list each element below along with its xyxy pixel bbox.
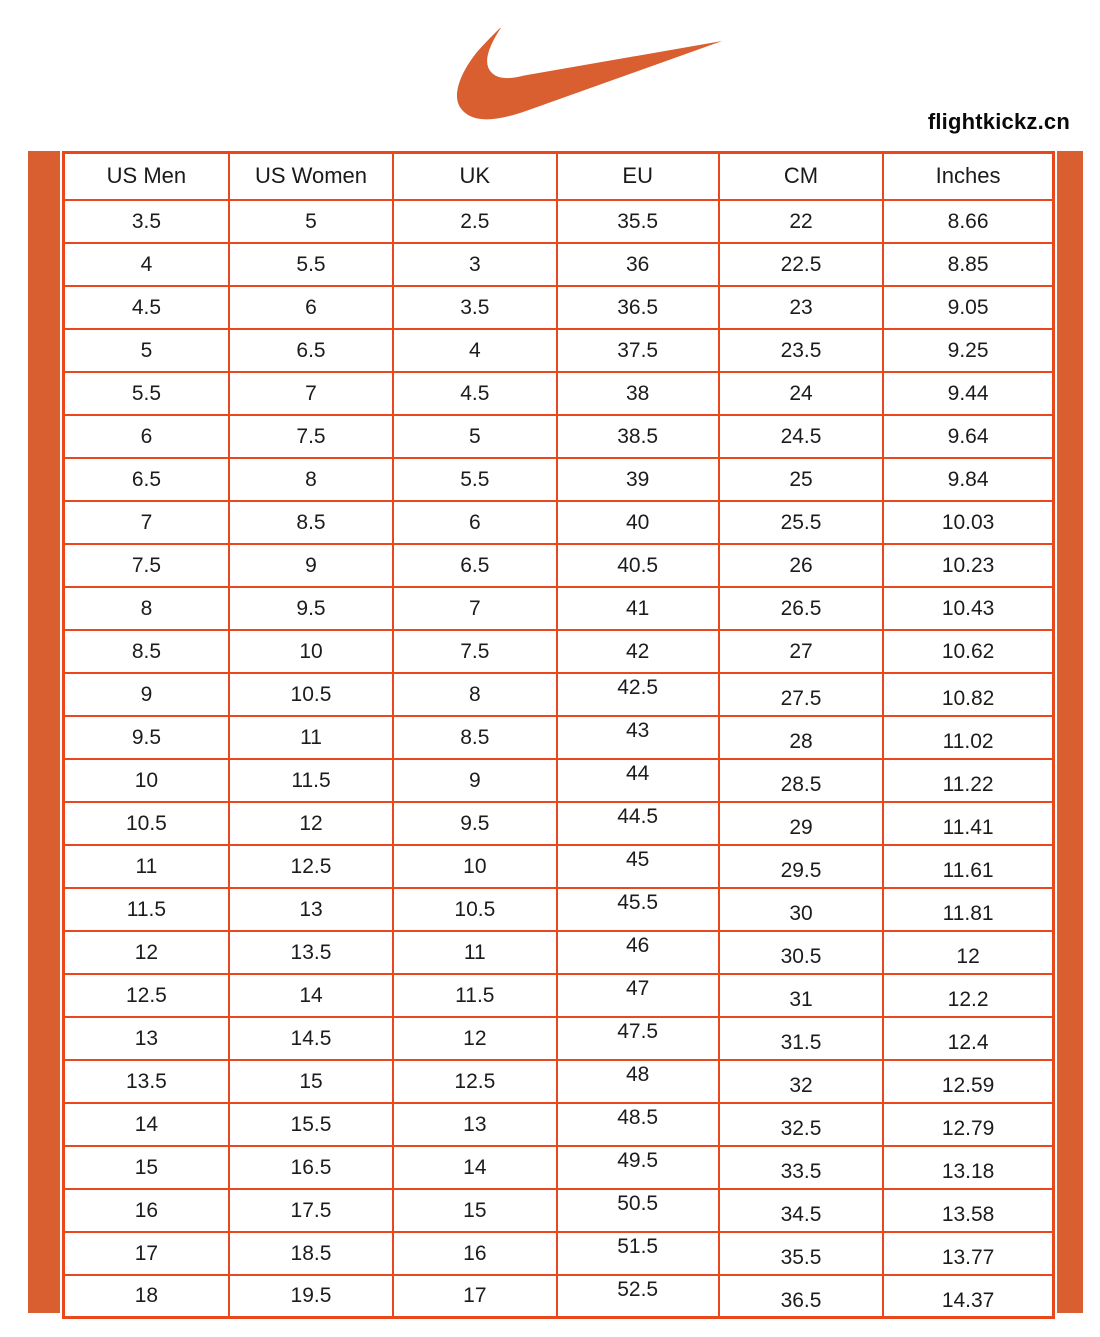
table-cell: 13 — [229, 888, 393, 931]
table-cell: 12 — [64, 931, 229, 974]
table-cell: 34.5 — [719, 1189, 883, 1232]
table-cell: 14.37 — [883, 1275, 1053, 1318]
table-row — [64, 501, 1054, 544]
table-cell: 28 — [719, 716, 883, 759]
table-cell: 11 — [64, 845, 229, 888]
table-row — [64, 630, 1054, 673]
table-row — [64, 888, 1054, 931]
table-cell: 12.5 — [393, 1060, 556, 1103]
table-cell: 38 — [557, 372, 719, 415]
table-cell: 51.5 — [557, 1232, 719, 1275]
table-cell: 12.79 — [883, 1103, 1053, 1146]
table-cell: 13 — [393, 1103, 556, 1146]
table-cell: 36.5 — [557, 286, 719, 329]
table-cell: 48.5 — [557, 1103, 719, 1146]
column-header: CM — [719, 153, 883, 200]
table-cell: 9.5 — [229, 587, 393, 630]
table-row — [64, 802, 1054, 845]
table-cell: 10.5 — [229, 673, 393, 716]
table-cell: 11.02 — [883, 716, 1053, 759]
table-cell: 8 — [64, 587, 229, 630]
table-cell: 6.5 — [393, 544, 556, 587]
table-row — [64, 372, 1054, 415]
nike-swoosh-icon — [455, 28, 725, 120]
column-header: US Men — [64, 153, 229, 200]
table-cell: 29.5 — [719, 845, 883, 888]
table-cell: 12.5 — [229, 845, 393, 888]
column-header: US Women — [229, 153, 393, 200]
table-cell: 9.5 — [64, 716, 229, 759]
table-cell: 9.44 — [883, 372, 1053, 415]
table-cell: 45.5 — [557, 888, 719, 931]
table-cell: 35.5 — [557, 200, 719, 243]
table-cell: 10.5 — [393, 888, 556, 931]
table-cell: 32.5 — [719, 1103, 883, 1146]
table-cell: 41 — [557, 587, 719, 630]
table-cell: 3.5 — [393, 286, 556, 329]
table-cell: 10.43 — [883, 587, 1053, 630]
table-cell: 17 — [64, 1232, 229, 1275]
table-cell: 11.61 — [883, 845, 1053, 888]
table-cell: 36.5 — [719, 1275, 883, 1318]
table-cell: 3 — [393, 243, 556, 286]
table-cell: 9.25 — [883, 329, 1053, 372]
table-row — [64, 458, 1054, 501]
table-cell: 40 — [557, 501, 719, 544]
table-cell: 17.5 — [229, 1189, 393, 1232]
table-row — [64, 329, 1054, 372]
table-cell: 27 — [719, 630, 883, 673]
table-cell: 12.5 — [64, 974, 229, 1017]
table-cell: 26 — [719, 544, 883, 587]
table-cell: 50.5 — [557, 1189, 719, 1232]
table-cell: 12.2 — [883, 974, 1053, 1017]
table-cell: 49.5 — [557, 1146, 719, 1189]
table-cell: 11.81 — [883, 888, 1053, 931]
table-row — [64, 716, 1054, 759]
table-cell: 47.5 — [557, 1017, 719, 1060]
table-row — [64, 845, 1054, 888]
table-row — [64, 544, 1054, 587]
table-cell: 10.62 — [883, 630, 1053, 673]
table-cell: 14 — [393, 1146, 556, 1189]
table-cell: 10.82 — [883, 673, 1053, 716]
table-cell: 14 — [64, 1103, 229, 1146]
table-cell: 4 — [393, 329, 556, 372]
table-cell: 12.4 — [883, 1017, 1053, 1060]
table-cell: 6 — [393, 501, 556, 544]
table-cell: 7.5 — [393, 630, 556, 673]
table-cell: 8.5 — [393, 716, 556, 759]
table-cell: 4.5 — [393, 372, 556, 415]
table-cell: 3.5 — [64, 200, 229, 243]
table-cell: 5.5 — [229, 243, 393, 286]
table-cell: 7 — [229, 372, 393, 415]
table-cell: 8.66 — [883, 200, 1053, 243]
table-row — [64, 1103, 1054, 1146]
table-cell: 45 — [557, 845, 719, 888]
table-cell: 18.5 — [229, 1232, 393, 1275]
table-cell: 5 — [64, 329, 229, 372]
table-cell: 26.5 — [719, 587, 883, 630]
table-cell: 7 — [393, 587, 556, 630]
table-cell: 15 — [64, 1146, 229, 1189]
table-cell: 9.5 — [393, 802, 556, 845]
table-cell: 14.5 — [229, 1017, 393, 1060]
table-row — [64, 286, 1054, 329]
table-row — [64, 1060, 1054, 1103]
table-cell: 18 — [64, 1275, 229, 1318]
table-cell: 19.5 — [229, 1275, 393, 1318]
table-cell: 9 — [64, 673, 229, 716]
left-accent-bar — [28, 151, 60, 1313]
table-cell: 10.03 — [883, 501, 1053, 544]
table-cell: 48 — [557, 1060, 719, 1103]
table-cell: 38.5 — [557, 415, 719, 458]
table-cell: 11.41 — [883, 802, 1053, 845]
table-cell: 13.58 — [883, 1189, 1053, 1232]
table-cell: 4.5 — [64, 286, 229, 329]
table-cell: 22.5 — [719, 243, 883, 286]
table-cell: 11.5 — [229, 759, 393, 802]
table-cell: 25.5 — [719, 501, 883, 544]
table-cell: 8.5 — [229, 501, 393, 544]
column-header: Inches — [883, 153, 1053, 200]
table-cell: 9 — [229, 544, 393, 587]
table-cell: 7.5 — [229, 415, 393, 458]
table-body — [64, 200, 1054, 1318]
table-cell: 6.5 — [64, 458, 229, 501]
table-row — [64, 1017, 1054, 1060]
table-cell: 44.5 — [557, 802, 719, 845]
table-cell: 30.5 — [719, 931, 883, 974]
table-row — [64, 200, 1054, 243]
table-cell: 10 — [64, 759, 229, 802]
table-row — [64, 243, 1054, 286]
table-cell: 33.5 — [719, 1146, 883, 1189]
table-cell: 13 — [64, 1017, 229, 1060]
table-cell: 24 — [719, 372, 883, 415]
table-cell: 13.5 — [64, 1060, 229, 1103]
table-cell: 9.64 — [883, 415, 1053, 458]
table-cell: 23.5 — [719, 329, 883, 372]
table-cell: 25 — [719, 458, 883, 501]
table-cell: 16.5 — [229, 1146, 393, 1189]
table-row — [64, 974, 1054, 1017]
table-cell: 13.5 — [229, 931, 393, 974]
table-cell: 31.5 — [719, 1017, 883, 1060]
table-cell: 17 — [393, 1275, 556, 1318]
table-cell: 36 — [557, 243, 719, 286]
table-cell: 5 — [393, 415, 556, 458]
table-cell: 31 — [719, 974, 883, 1017]
table-cell: 12 — [229, 802, 393, 845]
table-cell: 15 — [393, 1189, 556, 1232]
table-cell: 11 — [229, 716, 393, 759]
table-cell: 13.77 — [883, 1232, 1053, 1275]
table-cell: 11.5 — [393, 974, 556, 1017]
table-row — [64, 1146, 1054, 1189]
table-cell: 11.5 — [64, 888, 229, 931]
table-cell: 6.5 — [229, 329, 393, 372]
table-cell: 12.59 — [883, 1060, 1053, 1103]
table-cell: 52.5 — [557, 1275, 719, 1318]
table-cell: 22 — [719, 200, 883, 243]
table-cell: 39 — [557, 458, 719, 501]
table-row — [64, 1275, 1054, 1318]
table-cell: 40.5 — [557, 544, 719, 587]
table-cell: 30 — [719, 888, 883, 931]
table-cell: 46 — [557, 931, 719, 974]
table-row — [64, 1189, 1054, 1232]
column-header: EU — [557, 153, 719, 200]
table-cell: 11.22 — [883, 759, 1053, 802]
table-cell: 42 — [557, 630, 719, 673]
header-row — [64, 153, 1054, 200]
table-cell: 24.5 — [719, 415, 883, 458]
table-cell: 37.5 — [557, 329, 719, 372]
table-cell: 8 — [393, 673, 556, 716]
table-cell: 28.5 — [719, 759, 883, 802]
table-cell: 5.5 — [64, 372, 229, 415]
table-cell: 47 — [557, 974, 719, 1017]
table-cell: 11 — [393, 931, 556, 974]
table-row — [64, 415, 1054, 458]
table-row — [64, 673, 1054, 716]
table-row — [64, 759, 1054, 802]
table-row — [64, 1232, 1054, 1275]
right-accent-bar — [1057, 151, 1083, 1313]
table-cell: 15 — [229, 1060, 393, 1103]
table-cell: 13.18 — [883, 1146, 1053, 1189]
watermark-text: flightkickz.cn — [927, 109, 1070, 134]
table-cell: 10 — [393, 845, 556, 888]
table-row — [64, 931, 1054, 974]
table-cell: 12 — [393, 1017, 556, 1060]
table-cell: 6 — [229, 286, 393, 329]
table-cell: 6 — [64, 415, 229, 458]
table-cell: 23 — [719, 286, 883, 329]
table-cell: 8.85 — [883, 243, 1053, 286]
table-cell: 2.5 — [393, 200, 556, 243]
table-cell: 44 — [557, 759, 719, 802]
table-cell: 35.5 — [719, 1232, 883, 1275]
table-cell: 10 — [229, 630, 393, 673]
table-cell: 4 — [64, 243, 229, 286]
table-cell: 43 — [557, 716, 719, 759]
table-cell: 16 — [64, 1189, 229, 1232]
table-cell: 29 — [719, 802, 883, 845]
table-cell: 9 — [393, 759, 556, 802]
size-conversion-table — [62, 151, 1055, 1319]
table-cell: 32 — [719, 1060, 883, 1103]
table-cell: 16 — [393, 1232, 556, 1275]
table-row — [64, 587, 1054, 630]
table-cell: 9.84 — [883, 458, 1053, 501]
table-cell: 8 — [229, 458, 393, 501]
table-cell: 9.05 — [883, 286, 1053, 329]
table-cell: 8.5 — [64, 630, 229, 673]
table-cell: 15.5 — [229, 1103, 393, 1146]
table-cell: 10.23 — [883, 544, 1053, 587]
table-cell: 42.5 — [557, 673, 719, 716]
table-cell: 14 — [229, 974, 393, 1017]
table-cell: 27.5 — [719, 673, 883, 716]
column-header: UK — [393, 153, 556, 200]
table-cell: 5.5 — [393, 458, 556, 501]
table-cell: 12 — [883, 931, 1053, 974]
table-cell: 5 — [229, 200, 393, 243]
table-cell: 7.5 — [64, 544, 229, 587]
table-cell: 7 — [64, 501, 229, 544]
table-cell: 10.5 — [64, 802, 229, 845]
